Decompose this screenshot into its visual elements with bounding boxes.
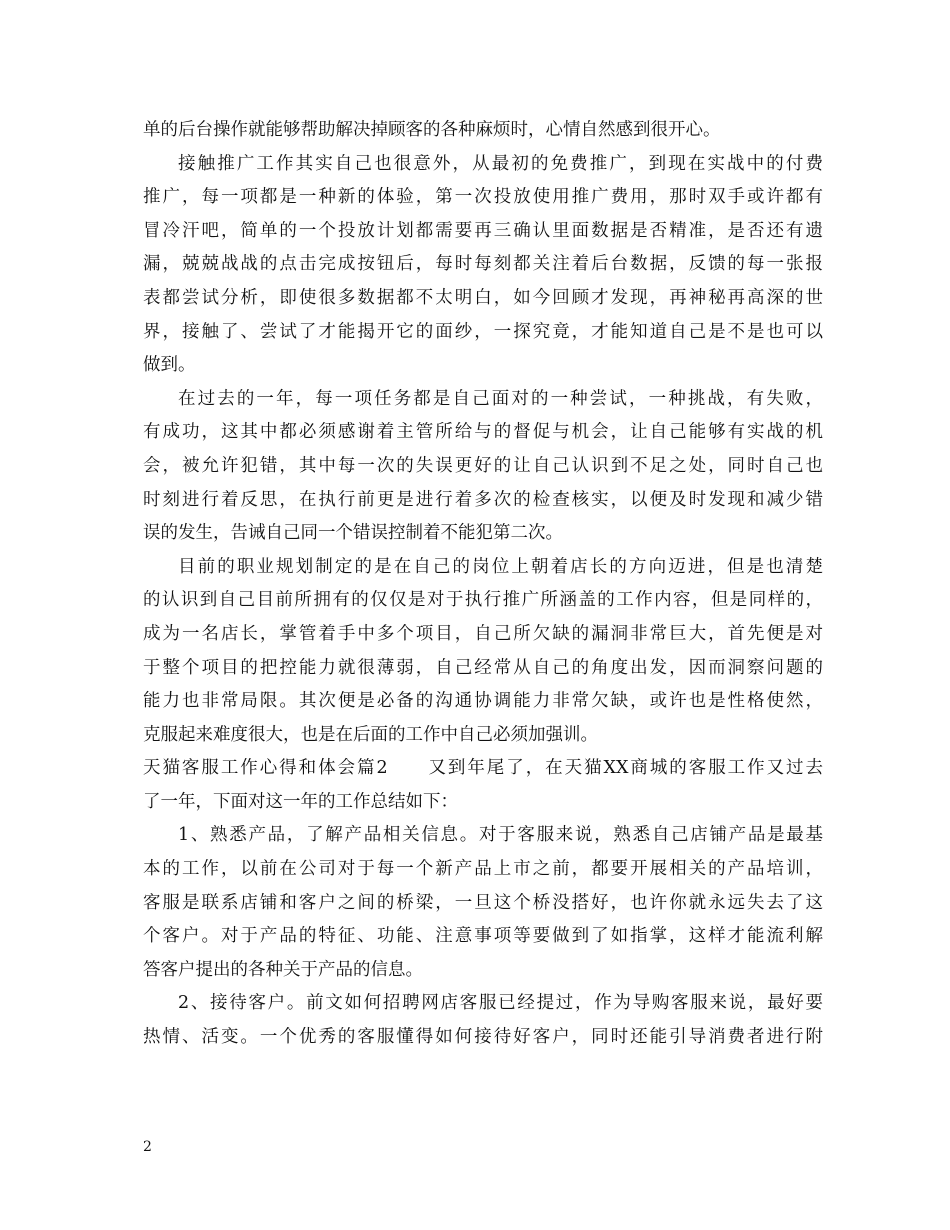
text-line: 误的发生，告诫自己同一个错误控制着不能犯第二次。 [143, 523, 563, 544]
text-line: 接触推广工作其实自己也很意外，从最初的免费推广，到现在实战中的付费 [178, 153, 823, 174]
text-line: 表都尝试分析，即使很多数据都不太明白，如今回顾才发现，再神秘再高深的世 [143, 287, 823, 308]
page-number: 2 [143, 1139, 152, 1155]
text-line: 单的后台操作就能够帮助解决掉顾客的各种麻烦时，心情自然感到很开心。 [143, 120, 721, 140]
text-line: 答客户提出的各种关于产品的信息。 [143, 959, 423, 980]
text-line: 个客户。对于产品的特征、功能、注意事项等要做到了如指掌，这样才能流利解 [143, 926, 823, 947]
text-line: 克服起来难度很大，也是在后面的工作中自己必须加强训。 [143, 724, 598, 745]
text-line: 本的工作，以前在公司对于每一个新产品上市之前，都要开展相关的产品培训， [143, 859, 823, 880]
text-line: 2、接待客户。前文如何招聘网店客服已经提过，作为导购客服来说，最好要 [178, 993, 823, 1014]
text-line: 目前的职业规划制定的是在自己的岗位上朝着店长的方向迈进，但是也清楚 [178, 556, 823, 577]
text-line: 会，被允许犯错，其中每一次的失误更好的让自己认识到不足之处，同时自己也 [143, 455, 823, 476]
text-line: 天猫客服工作心得和体会篇2 又到年尾了，在天猫XX商城的客服工作又过去 [143, 758, 823, 779]
text-line: 于整个项目的把控能力就很薄弱，自己经常从自己的角度出发，因而洞察问题的 [143, 657, 823, 678]
body-text [143, 114, 823, 1055]
text-line: 的认识到自己目前所拥有的仅仅是对于执行推广所涵盖的工作内容，但是同样的， [143, 590, 823, 611]
text-line: 有成功，这其中都必须感谢着主管所给与的督促与机会，让自己能够有实战的机 [143, 422, 823, 443]
text-line: 做到。 [143, 355, 196, 376]
text-line: 能力也非常局限。其次便是必备的沟通协调能力非常欠缺，或许也是性格使然， [143, 691, 823, 712]
text-line: 在过去的一年，每一项任务都是自己面对的一种尝试，一种挑战，有失败， [178, 388, 823, 409]
text-line: 1、熟悉产品，了解产品相关信息。对于客服来说，熟悉自己店铺产品是最基 [178, 825, 823, 846]
text-line: 了一年，下面对这一年的工作总结如下： [143, 791, 458, 812]
text-line: 冒冷汗吧，简单的一个投放计划都需要再三确认里面数据是否精准，是否还有遗 [143, 220, 823, 241]
text-line: 成为一名店长，掌管着手中多个项目，自己所欠缺的漏洞非常巨大，首先便是对 [143, 623, 823, 644]
text-line: 界，接触了、尝试了才能揭开它的面纱，一探究竟，才能知道自己是不是也可以 [143, 321, 823, 342]
text-line: 时刻进行着反思，在执行前更是进行着多次的检查核实，以便及时发现和减少错 [143, 489, 823, 510]
text-line: 热情、活变。一个优秀的客服懂得如何接待好客户，同时还能引导消费者进行附 [143, 1027, 823, 1048]
text-line: 漏，兢兢战战的点击完成按钮后，每时每刻都关注着后台数据，反馈的每一张报 [143, 254, 823, 275]
text-line: 推广，每一项都是一种新的体验，第一次投放使用推广费用，那时双手或许都有 [143, 187, 823, 208]
text-line: 客服是联系店铺和客户之间的桥梁，一旦这个桥没搭好，也许你就永远失去了这 [143, 892, 823, 913]
